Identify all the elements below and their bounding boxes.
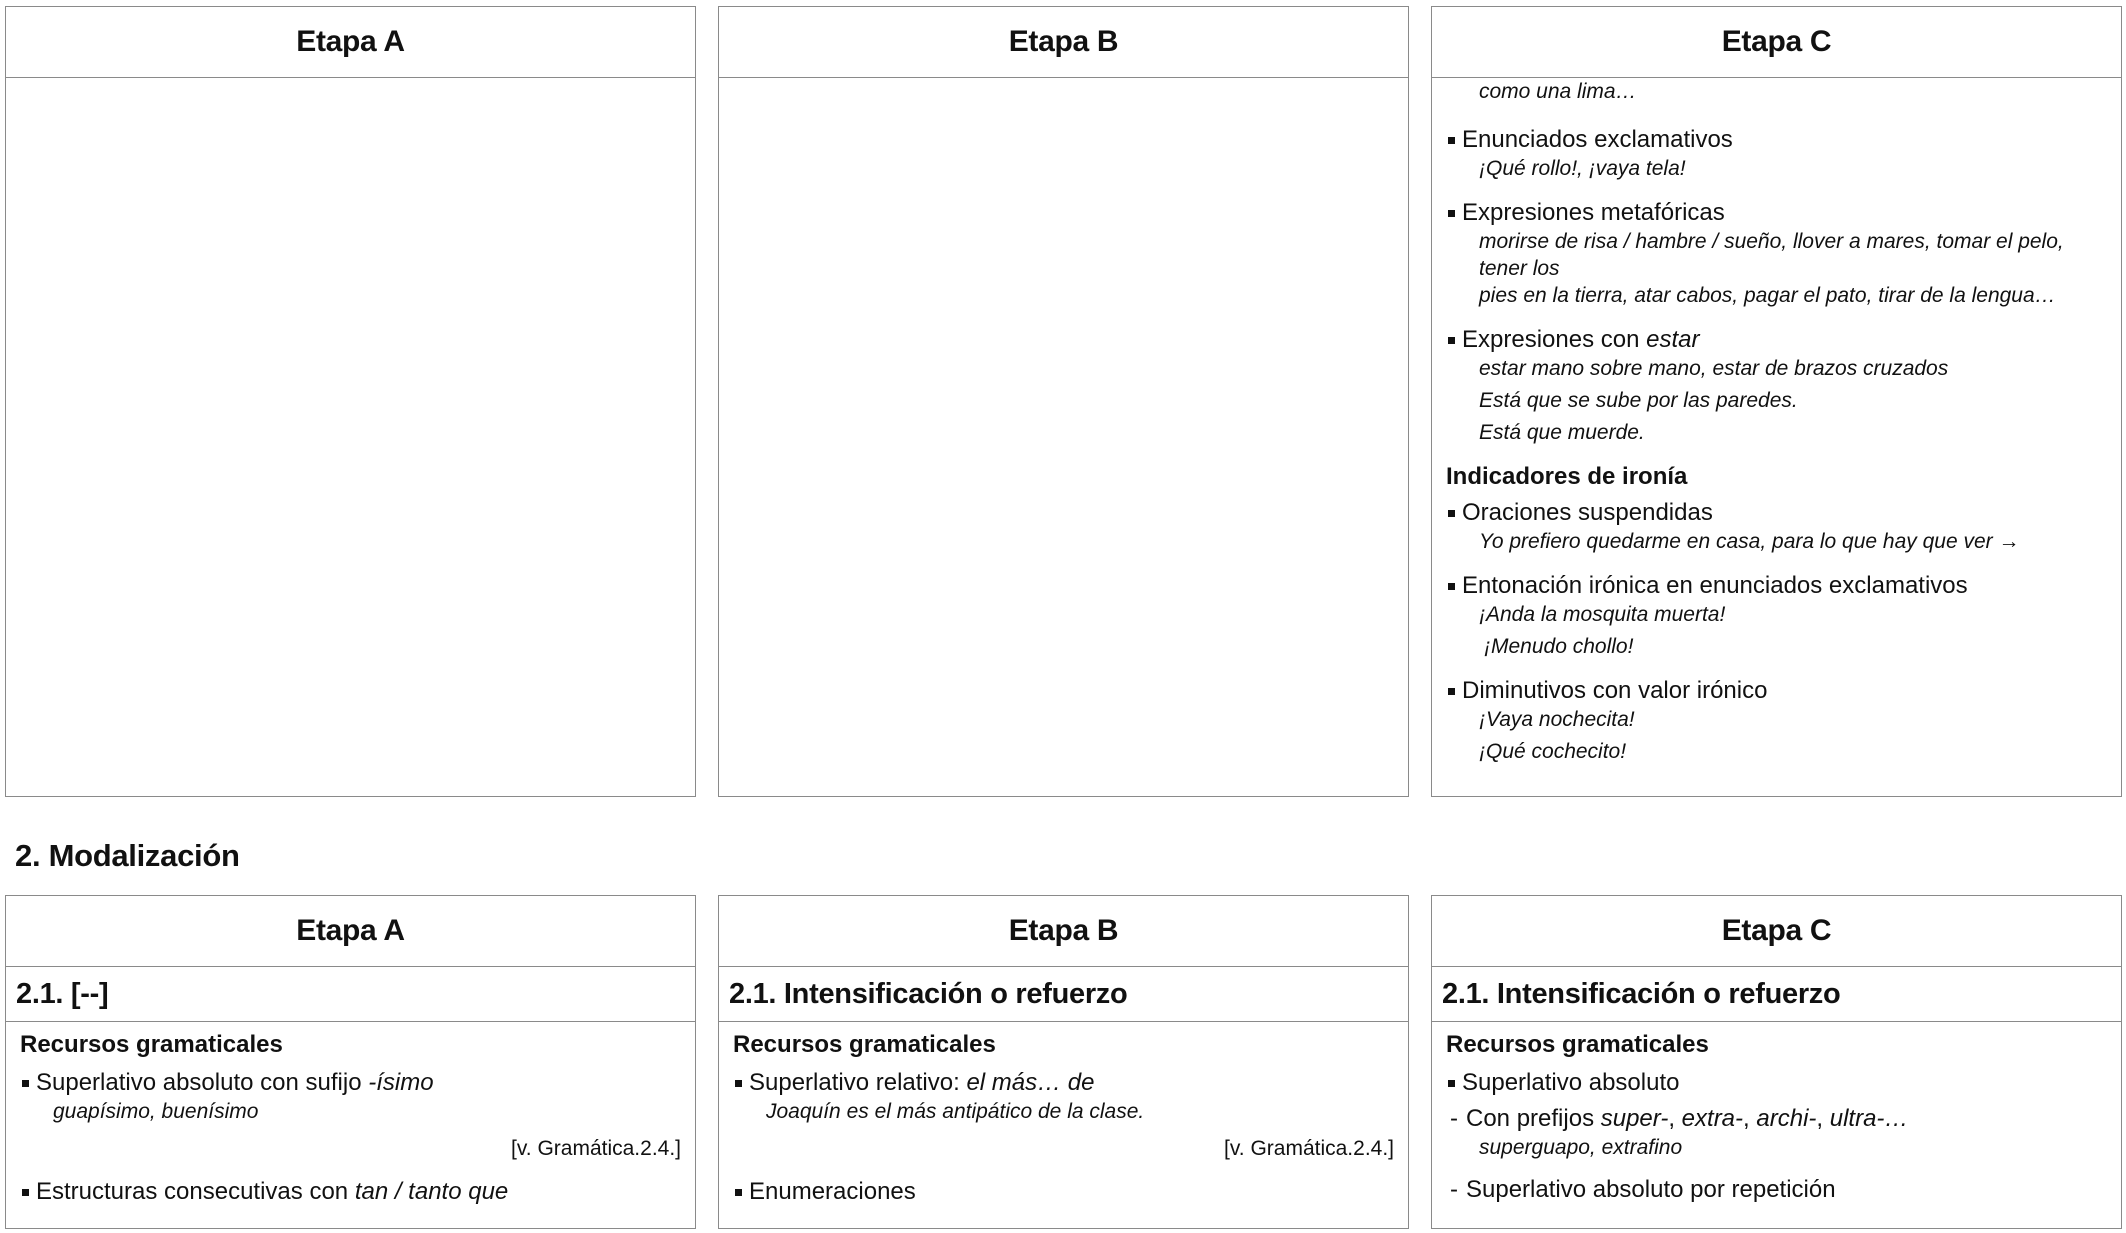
grammar-ref: [v. Gramática.2.4.] (1224, 1137, 1394, 1160)
bottom-col-b-title: Etapa B (719, 896, 1408, 967)
bullet-estar-prefix: Expresiones con (1462, 326, 1647, 353)
col-b-title: Etapa B (719, 7, 1408, 78)
bottom-col-a-subheading: 2.1. [--] (6, 967, 695, 1022)
col-a-title: Etapa A (6, 7, 695, 78)
bullet-relative-prefix: Superlativo relativo: (749, 1069, 967, 1096)
section-heading: 2. Modalización (15, 838, 240, 873)
dash-prefixes (1450, 1104, 2107, 1134)
bullet-consecutive-prefix: Estructuras consecutivas con (36, 1178, 355, 1205)
grammar-resources-title: Recursos gramaticales (733, 1031, 996, 1058)
example-estar-3: Está que muerde. (1479, 421, 1645, 444)
dash-repetition (1450, 1175, 2107, 1205)
col-c-content (1432, 78, 2121, 765)
bottom-col-b-subheading: 2.1. Intensificación o refuerzo (719, 967, 1408, 1022)
grammar-resources-title: Recursos gramaticales (20, 1031, 283, 1058)
top-col-c (1431, 6, 2122, 797)
grammar-ref: [v. Gramática.2.4.] (511, 1137, 681, 1160)
bullet-enumerations: Enumeraciones (733, 1177, 1394, 1207)
irony-title: Indicadores de ironía (1446, 463, 1688, 490)
prefix-ultra: ultra-… (1829, 1105, 1909, 1132)
example-estar-1: estar mano sobre mano, estar de brazos cruzados (1479, 357, 1949, 380)
bullet-estar-em: estar (1646, 326, 1700, 353)
bullet-suspended: Oraciones suspendidas (1446, 498, 2107, 528)
example-metaphoric-1: morirse de risa / hambre / sueño, llover a mares, tomar el pelo, tener los (1479, 230, 2064, 280)
bottom-col-a (5, 895, 696, 1229)
bullet-ironic-intonation: Entonación irónica en enunciados exclamativos (1446, 571, 2107, 601)
dash-mark: - (1450, 1176, 1458, 1203)
bottom-col-c-title: Etapa C (1432, 896, 2121, 967)
dash-repetition-text: Superlativo absoluto por repetición (1466, 1176, 1836, 1203)
dash-mark: - (1450, 1105, 1458, 1132)
example-ironic-2: ¡Menudo chollo! (1484, 635, 1634, 658)
bullet-consecutive (20, 1177, 681, 1207)
continued-example: como una lima… (1479, 80, 1637, 103)
bottom-col-b-content (719, 1022, 1408, 1207)
example-exclamatives: ¡Qué rollo!, ¡vaya tela! (1479, 157, 1686, 180)
bullet-metaphoric: Expresiones metafóricas (1446, 198, 2107, 228)
example-metaphoric-2: pies en la tierra, atar cabos, pagar el pato, tirar de la lengua… (1479, 284, 2056, 307)
top-col-a (5, 6, 696, 797)
bullet-diminutives: Diminutivos con valor irónico (1446, 676, 2107, 706)
example-isimo: guapísimo, buenísimo (53, 1100, 259, 1123)
col-c-title: Etapa C (1432, 7, 2121, 78)
prefix-extra: extra- (1681, 1105, 1744, 1132)
bottom-col-b (718, 895, 1409, 1229)
example-ironic-1: ¡Anda la mosquita muerta! (1479, 603, 1726, 626)
prefix-archi: archi- (1756, 1105, 1817, 1132)
example-diminutive-1: ¡Vaya nochecita! (1479, 708, 1635, 731)
example-relative: Joaquín es el más antipático de la clase. (766, 1100, 1145, 1123)
dash-prefixes-text: Con prefijos (1466, 1105, 1601, 1132)
bottom-col-c-content (1432, 1022, 2121, 1205)
bullet-absolute-superlative: Superlativo absoluto (1446, 1068, 2107, 1098)
grammar-resources-title: Recursos gramaticales (1446, 1031, 1709, 1058)
bottom-col-a-content (6, 1022, 695, 1207)
sep-2: , (1743, 1105, 1757, 1132)
bullet-consecutive-em: tan / tanto que (354, 1178, 509, 1205)
sep-3: , (1816, 1105, 1830, 1132)
sep-1: , (1668, 1105, 1682, 1132)
bullet-superlative-prefix: Superlativo absoluto con sufijo (36, 1069, 369, 1096)
bullet-relative-em: el más… de (966, 1069, 1095, 1096)
bottom-col-a-title: Etapa A (6, 896, 695, 967)
example-prefixes: superguapo, extrafino (1479, 1136, 1683, 1159)
bullet-relative-superlative (733, 1068, 1394, 1098)
example-estar-2: Está que se sube por las paredes. (1479, 389, 1798, 412)
top-col-b (718, 6, 1409, 797)
bullet-superlative-isimo (20, 1068, 681, 1098)
bullet-exclamatives: Enunciados exclamativos (1446, 125, 2107, 155)
bullet-estar (1446, 325, 2107, 355)
prefix-super: super- (1600, 1105, 1669, 1132)
bottom-col-c-subheading: 2.1. Intensificación o refuerzo (1432, 967, 2121, 1022)
bullet-superlative-em: -ísimo (368, 1069, 434, 1096)
bottom-col-c (1431, 895, 2122, 1229)
example-suspended: Yo prefiero quedarme en casa, para lo que hay que ver → (1479, 530, 2020, 553)
example-diminutive-2: ¡Qué cochecito! (1479, 740, 1627, 763)
